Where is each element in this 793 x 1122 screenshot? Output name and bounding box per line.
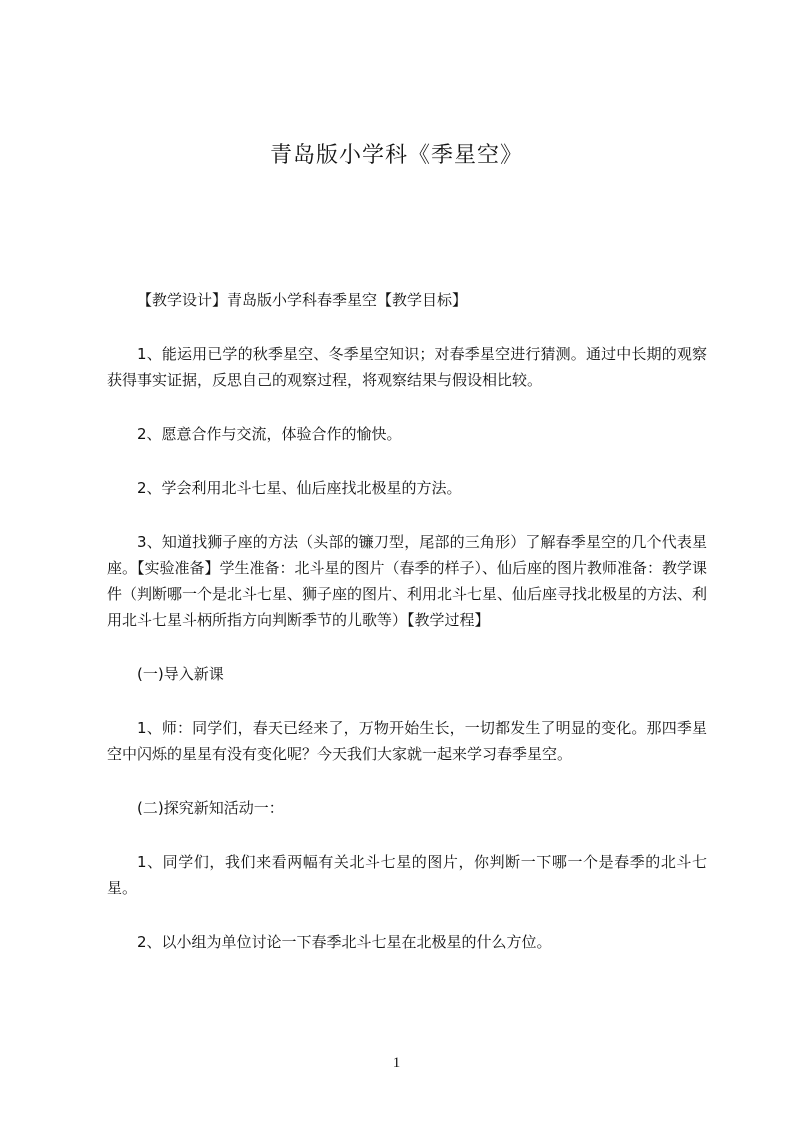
paragraph-section-explore: (二)探究新知活动一： [137,799,284,817]
paragraph-objective-3: 3、知道找狮子座的方法（头部的镰刀型，尾部的三角形）了解春季星空的几个代表星座。【实验准备】学生准备：北斗星的图片（春季的样子）、仙后座的图片教师准备：教学课件（判断哪一个是北斗七星、狮子座的图片、利用北斗七星、仙后座寻找北极星的方法、利用北斗七星斗柄所指方向判断季节的儿歌等）【教学过程】 [107,533,708,629]
paragraph-design-heading: 【教学设计】青岛版小学科春季星空【教学目标】 [137,291,468,309]
paragraph-objective-2: 2、愿意合作与交流，体验合作的愉快。 [137,425,402,443]
paragraph-objective-1: 1、能运用已学的秋季星空、冬季星空知识；对春季星空进行猜测。通过中长期的观察获得事实证据，反思自己的观察过程，将观察结果与假设相比较。 [107,345,707,389]
page-number: 1 [392,1055,401,1071]
paragraph-section-intro: (一)导入新课 [137,665,224,683]
paragraph-objective-2b: 2、学会利用北斗七星、仙后座找北极星的方法。 [137,479,462,497]
paragraph-teacher-intro: 1、师：同学们，春天已经来了，万物开始生长，一切都发生了明显的变化。那四季星空中闪烁的星星有没有变化呢？今天我们大家就一起来学习春季星空。 [107,719,707,763]
paragraph-activity-1: 1、同学们，我们来看两幅有关北斗七星的图片，你判断一下哪一个是春季的北斗七星。 [107,853,707,897]
document-title: 青岛版小学科《季星空》 [269,143,523,168]
paragraph-activity-2: 2、以小组为单位讨论一下春季北斗七星在北极星的什么方位。 [137,933,552,951]
document-body [107,287,707,983]
